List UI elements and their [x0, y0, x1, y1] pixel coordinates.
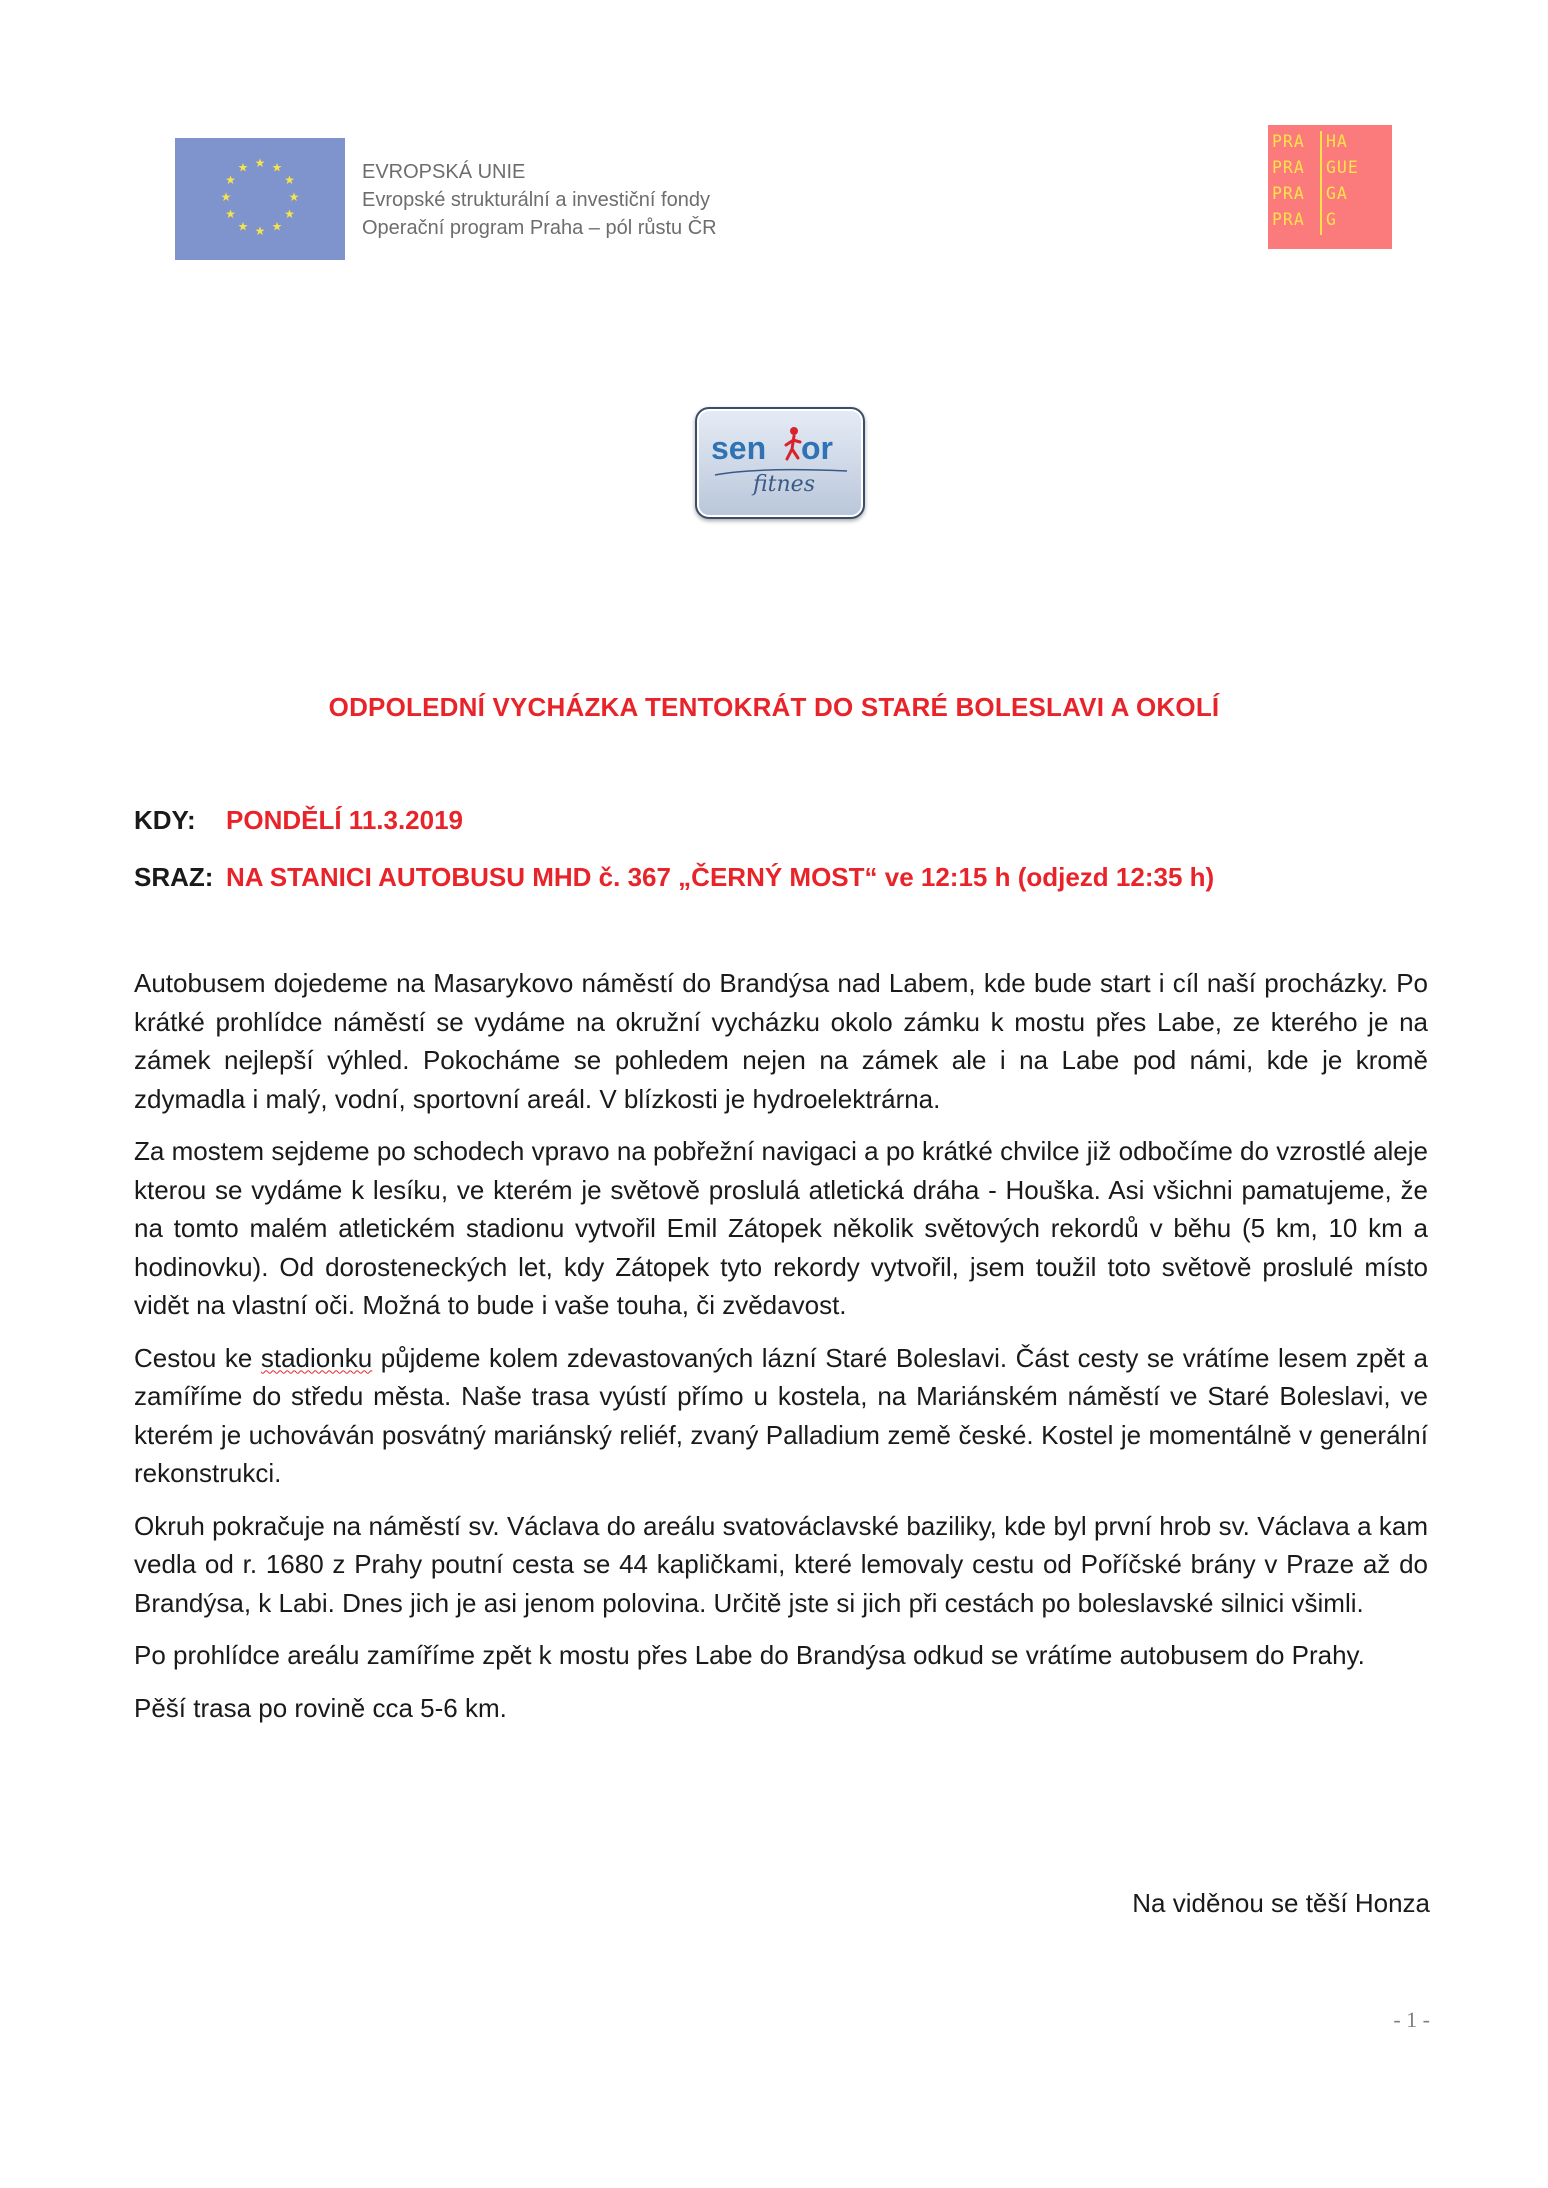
praha-logo: [1268, 125, 1392, 249]
praha-logo-right-4: G: [1326, 210, 1337, 229]
senior-logo-word-3: fitnes: [753, 472, 815, 497]
page-title: ODPOLEDNÍ VYCHÁZKA TENTOKRÁT DO STARÉ BOLESLAVI A OKOLÍ: [328, 692, 1220, 722]
info-meeting-value: NA STANICI AUTOBUSU MHD č. 367 „ČERNÝ MOST“ ve 12:15 h (odjezd 12:35 h): [226, 862, 1215, 892]
svg-text:★: ★: [288, 190, 300, 204]
svg-text:★: ★: [237, 160, 249, 175]
info-when: [134, 805, 464, 836]
paragraph-3: [134, 1339, 1428, 1493]
eu-flag-logo: [175, 138, 345, 260]
senior-fitnes-logo: [695, 407, 865, 519]
paragraph-4: Okruh pokračuje na náměstí sv. Václava do areálu svatováclavské baziliky, kde byl první hrob sv. Václava a kam vedla od r. 1680 z Prahy poutní cesta se 44 kapličkami, které lemovaly cestu od Poříčské brány v Praze až do Brandýsa, k Labi. Dnes jich je asi jenom polovina. Určitě jste si jich při cestách po boleslavské silnici všimli.: [134, 1510, 1428, 1618]
page-number: - 1 -: [1393, 2007, 1430, 2032]
eu-line-2: Evropské strukturální a investiční fondy: [362, 189, 710, 211]
svg-text:★: ★: [237, 219, 249, 234]
praha-logo-left-2: PRA: [1272, 158, 1305, 177]
svg-text:★: ★: [254, 156, 266, 170]
praha-logo-right-1: HA: [1326, 132, 1348, 151]
info-meeting-label: SRAZ:: [134, 862, 214, 892]
paragraph-5: Po prohlídce areálu zamíříme zpět k mostu přes Labe do Brandýsa odkud se vrátíme autobusem do Prahy.: [134, 1640, 1365, 1670]
info-when-value: PONDĚLÍ 11.3.2019: [226, 805, 464, 835]
svg-text:★: ★: [271, 219, 283, 234]
paragraph-3-rest: půjdeme kolem zdevastovaných lázní Staré Boleslavi. Část cesty se vrátíme lesem zpět a zamíříme do středu města. Naše trasa vyústí přímo u kostela, na Mariánském náměstí ve Staré Boleslavi, ve kterém je uchováván posvátný mariánský reliéf, zvaný Palladium země české. Kostel je momentálně v generální rekonstrukci.: [134, 1342, 1428, 1488]
eu-line-1: EVROPSKÁ UNIE: [362, 161, 526, 183]
svg-text:★: ★: [284, 207, 295, 221]
senior-logo-word-1: sen: [711, 430, 767, 466]
praha-logo-divider: [1320, 131, 1322, 235]
praha-logo-right-2: GUE: [1326, 158, 1359, 177]
praha-logo-left-4: PRA: [1272, 210, 1305, 229]
svg-text:★: ★: [225, 207, 236, 221]
paragraph-6: Pěší trasa po rovině cca 5-6 km.: [134, 1692, 507, 1723]
eu-line-3: Operační program Praha – pól růstu ČR: [362, 217, 717, 239]
signature: Na viděnou se těší Honza: [1132, 1888, 1430, 1918]
svg-text:★: ★: [254, 224, 266, 238]
svg-text:★: ★: [220, 190, 232, 204]
info-meeting: [134, 862, 1215, 893]
praha-logo-right-3: GA: [1326, 184, 1348, 203]
svg-text:★: ★: [284, 173, 295, 187]
svg-text:★: ★: [225, 173, 236, 187]
svg-text:★: ★: [271, 160, 283, 175]
runner-icon: [786, 427, 800, 459]
praha-logo-left-3: PRA: [1272, 184, 1305, 203]
paragraph-2: Za mostem sejdeme po schodech vpravo na pobřežní navigaci a po krátké chvilce již odbočíme do vzrostlé aleje kterou se vydáme k lesíku, ve kterém je světově proslulá atletická dráha - Houška. Asi všichni pamatujeme, že na tomto malém atletickém stadionu vytvořil Emil Zátopek několik světových rekordů v běhu (5 km, 10 km a hodinovku). Od dorosteneckých let, kdy Zátopek tyto rekordy vytvořil, jsem toužil toto světově proslulé místo vidět na vlastní oči. Možná to bude i vaše touha, či zvědavost.: [134, 1136, 1428, 1320]
senior-logo-word-2: or: [801, 430, 833, 466]
eu-stars-icon: [175, 138, 345, 260]
article-body: [134, 964, 1428, 1741]
praha-logo-left-1: PRA: [1272, 132, 1305, 151]
info-when-label: KDY:: [134, 805, 196, 835]
paragraph-3-start: Cestou ke: [134, 1342, 261, 1373]
eu-caption: [362, 158, 717, 242]
spellcheck-word: stadionku: [260, 1342, 373, 1373]
paragraph-1: Autobusem dojedeme na Masarykovo náměstí do Brandýsa nad Labem, kde bude start i cíl naší procházky. Po krátké prohlídce náměstí se vydáme na okružní vycházku okolo zámku k mostu přes Labe, ze kterého je na zámek nejlepší výhled. Pokocháme se pohledem nejen na zámek ale i na Labe pod námi, kde je kromě zdymadla i malý, vodní, sportovní areál. V blízkosti je hydroelektrárna.: [134, 968, 1428, 1114]
